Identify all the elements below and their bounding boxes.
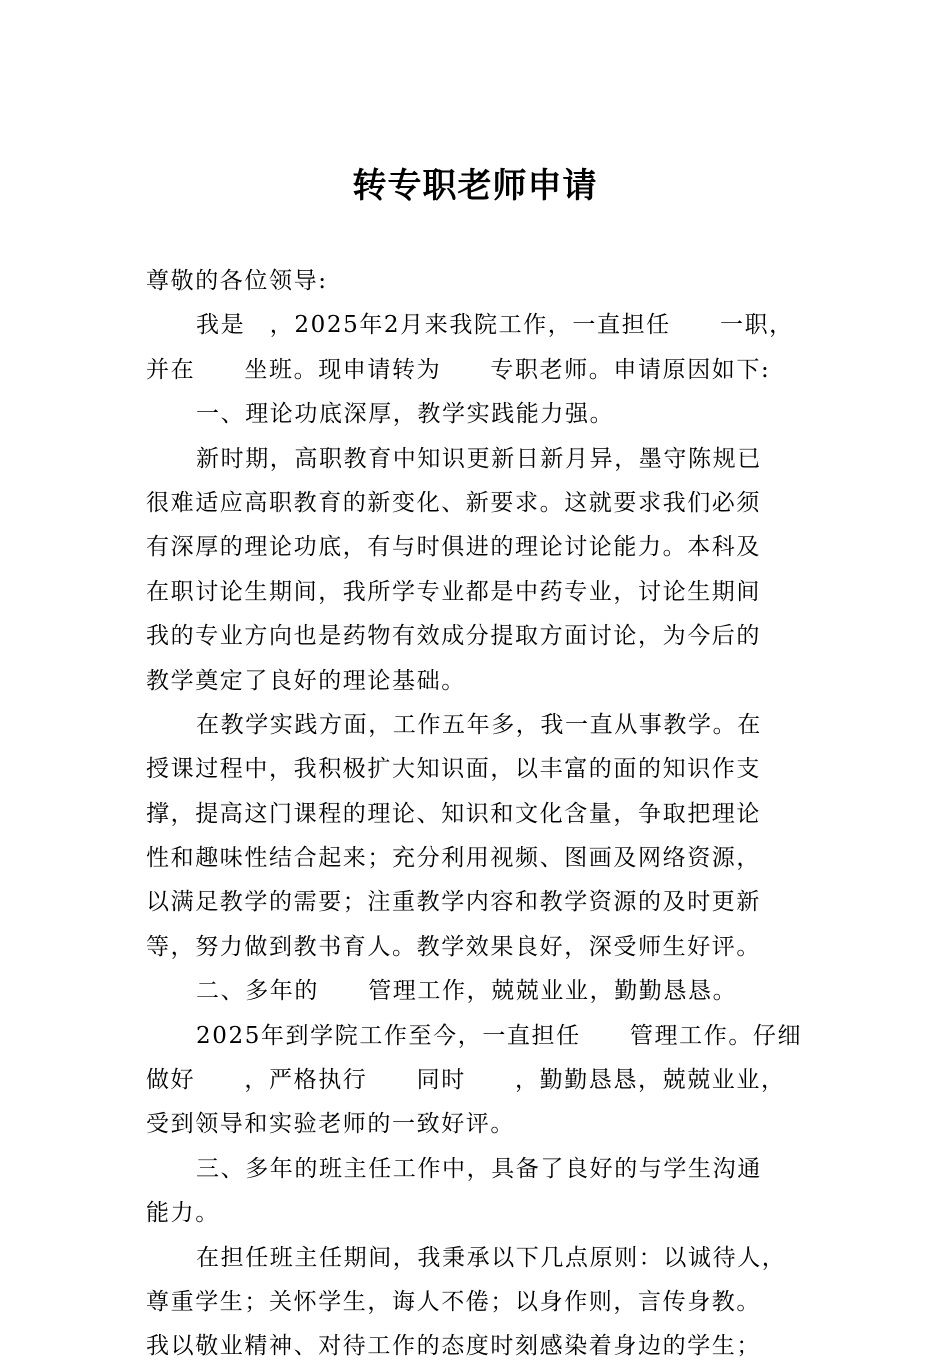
paragraph-line: 新时期，高职教育中知识更新日新月异，墨守陈规已: [196, 445, 762, 472]
salutation: 尊敬的各位领导:: [146, 268, 328, 294]
paragraph-line: 能力。: [146, 1200, 220, 1227]
paragraph-line: 在教学实践方面，工作五年多，我一直从事教学。在: [196, 711, 762, 738]
paragraph-line: 2025年到学院工作至今，一直担任 管理工作。仔细: [196, 1022, 803, 1049]
paragraph-line: 很难适应高职教育的新变化、新要求。这就要求我们必须: [146, 489, 761, 516]
paragraph-line: 在担任班主任期间，我秉承以下几点原则：以诚待人，: [196, 1244, 787, 1271]
document-body: [146, 259, 816, 1369]
paragraph-line: 等，努力做到教书育人。教学效果良好，深受师生好评。: [146, 933, 761, 960]
paragraph-line: 以满足教学的需要；注重教学内容和教学资源的及时更新: [146, 889, 761, 916]
paragraph-line: 尊重学生；关怀学生，诲人不倦；以身作则，言传身教。: [146, 1288, 761, 1315]
section-heading-1: 一、理论功底深厚，教学实践能力强。: [196, 401, 615, 428]
paragraph-line: 教学奠定了良好的理论基础。: [146, 667, 466, 694]
paragraph-line: 授课过程中，我积极扩大知识面，以丰富的面的知识作支: [146, 756, 761, 783]
paragraph-line: 我的专业方向也是药物有效成分提取方面讨论，为今后的: [146, 623, 761, 650]
paragraph-line: 并在 坐班。现申请转为 专职老师。申请原因如下:: [146, 356, 771, 383]
section-heading-2: 二、多年的 管理工作，兢兢业业，勤勤恳恳。: [196, 978, 738, 1005]
paragraph-line: 受到领导和实验老师的一致好评。: [146, 1111, 515, 1138]
paragraph-line: 有深厚的理论功底，有与时俱进的理论讨论能力。本科及: [146, 534, 761, 561]
paragraph-line: 我是 ，2025年2月来我院工作，一直担任 一职，: [196, 312, 794, 339]
section-heading-3: 三、多年的班主任工作中，具备了良好的与学生沟通: [196, 1155, 762, 1182]
paragraph-line: 在职讨论生期间，我所学专业都是中药专业，讨论生期间: [146, 578, 761, 605]
document-title: 转专职老师申请: [352, 166, 598, 206]
paragraph-line: 我以敬业精神、对待工作的态度时刻感染着身边的学生；: [146, 1333, 761, 1360]
paragraph-line: 性和趣味性结合起来；充分利用视频、图画及网络资源，: [146, 845, 761, 872]
paragraph-line: 做好 ，严格执行 同时 ，勤勤恳恳，兢兢业业，: [146, 1067, 786, 1094]
paragraph-line: 撑，提高这门课程的理论、知识和文化含量，争取把理论: [146, 800, 761, 827]
